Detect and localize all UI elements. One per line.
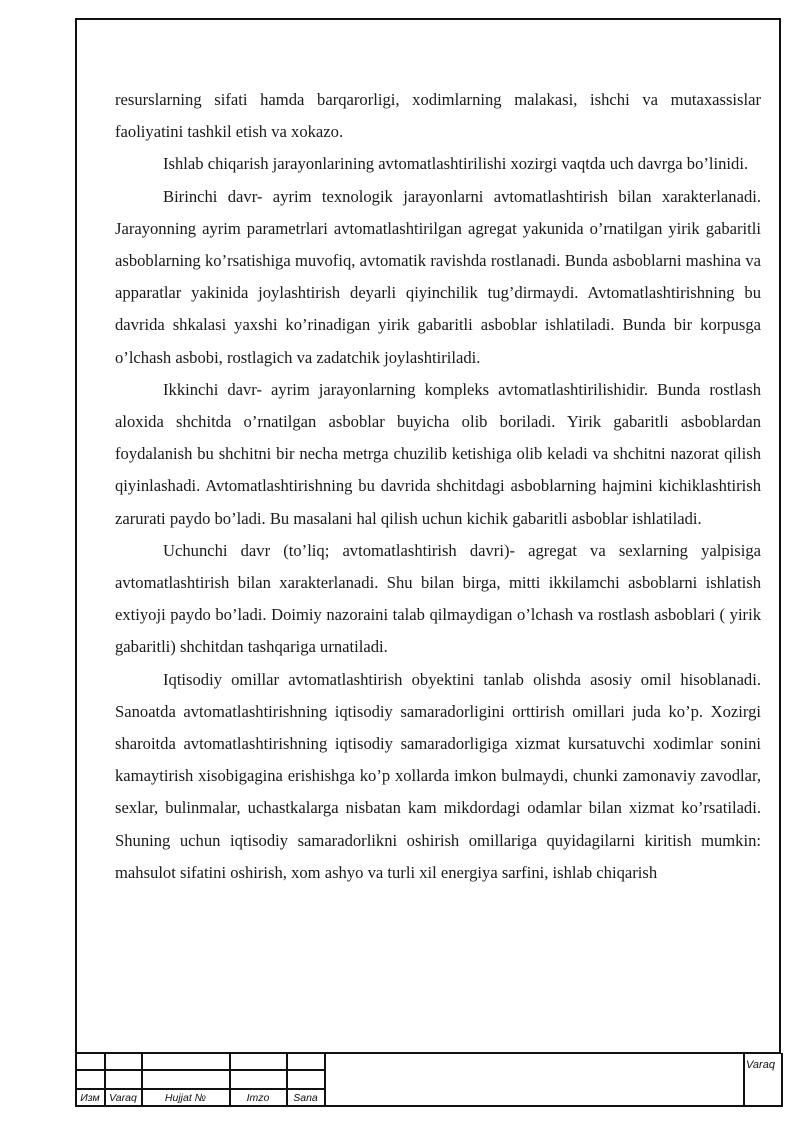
paragraph-6: Iqtisodiy omillar avtomatlashtirish obyektini tanlab olishda asosiy omil hisoblanadi. Sanoatda avtomatlashtirishning iqtisodiy samaradorligini orttirish omillari juda ko’p. Xozirgi sharoitda avtomatlashtirishning iqtisodiy samaradorligiga xizmat kursatuvchi xodimlar sonini kamaytirish xisobigagina erishishga ko’p xollarda imkon bulmaydi, chunki zamonaviy zavodlar, sexlar, bulinmalar, uchastkalarga nisbatan kam mikdordagi odamlar bilan xizmat ko’rsatiladi. Shuning uchun iqtisodiy samaradorlikni oshirish omillariga quyidagilarni kiritish mumkin: mahsulot sifatini oshirish, xom ashyo va turli xil energiya sarfini, ishlab chiqarish bbox=[115, 669, 761, 882]
stamp-label-varaq: Varaq bbox=[109, 1092, 137, 1104]
paragraph-1: resurslarning sifati hamda barqarorligi, xodimlarning malakasi, ishchi va mutaxassislar faoliyatini tashkil etish va xokazo. bbox=[115, 90, 761, 142]
stamp-row-line bbox=[75, 1088, 325, 1090]
stamp-row-line bbox=[75, 1069, 325, 1071]
paragraph-4: Ikkinchi davr- ayrim jarayonlarning kompleks avtomatlashtirilishidir. Bunda rostlash aloxida shchitda o’rnatilgan asboblar buyicha olib boriladi. Yirik gabaritli asboblardan foydalanish bu shchitni bir necha metrga chuzilib ketishiga olib keladi va shchitni nazorat qilish qiyinlashadi. Avtomatlashtirishning bu davrida shchitdagi asboblarning hajmini kichiklashtirish zarurati paydo bo’ladi. Bu masalani hal qilish uchun kichik gabaritli asboblar ishlatiladi. bbox=[115, 379, 761, 528]
stamp-label-hujjat: Hujjat № bbox=[164, 1092, 207, 1104]
title-block bbox=[75, 1053, 783, 1107]
paragraph-2: Ishlab chiqarish jarayonlarining avtomatlashtirilishi xozirgi vaqtda uch davrga bo’linidi. bbox=[163, 154, 749, 174]
stamp-label-imzo: Imzo bbox=[246, 1092, 270, 1104]
stamp-label-sana: Sana bbox=[293, 1092, 318, 1104]
paragraph-5: Uchunchi davr (to’liq; avtomatlashtirish davri)- agregat va sexlarning yalpisiga avtomatlashtirish bilan xarakterlanadi. Shu bilan birga, mitti ikkilamchi asboblarni ishlatish extiyoji paydo bo’ladi. Doimiy nazoraini talab qilmaydigan o’lchash va rostlash asboblari ( yirik gabaritli) shchitdan tashqariga urnatiladi. bbox=[115, 540, 761, 657]
stamp-divider bbox=[324, 1053, 326, 1107]
paragraph-3: Birinchi davr- ayrim texnologik jarayonlarni avtomatlashtirish bilan xarakterlanadi. Jarayonning ayrim parametrlari avtomatlashtirilgan agregat yakunida o’rnatilgan yirik gabaritli asboblarning ko’rsatishiga muvofiq, avtomatik ravishda rostlanadi. Bunda asboblarni mashina va apparatlar yakinida joylashtirish deyarli qiyinchilik tug’dirmaydi. Avtomatlashtirishning bu davrida shkalasi yaxshi ko’rinadigan yirik gabaritli asboblar ishlatiladi. Bunda bir korpusga o’lchash asbobi, rostlagich va zadatchik joylashtiriladi. bbox=[115, 186, 761, 367]
document-body bbox=[115, 84, 761, 889]
title-block-bottom-border bbox=[75, 1105, 783, 1107]
sheet-label: Varaq bbox=[746, 1059, 775, 1071]
stamp-label-izm: Изм bbox=[80, 1092, 100, 1104]
